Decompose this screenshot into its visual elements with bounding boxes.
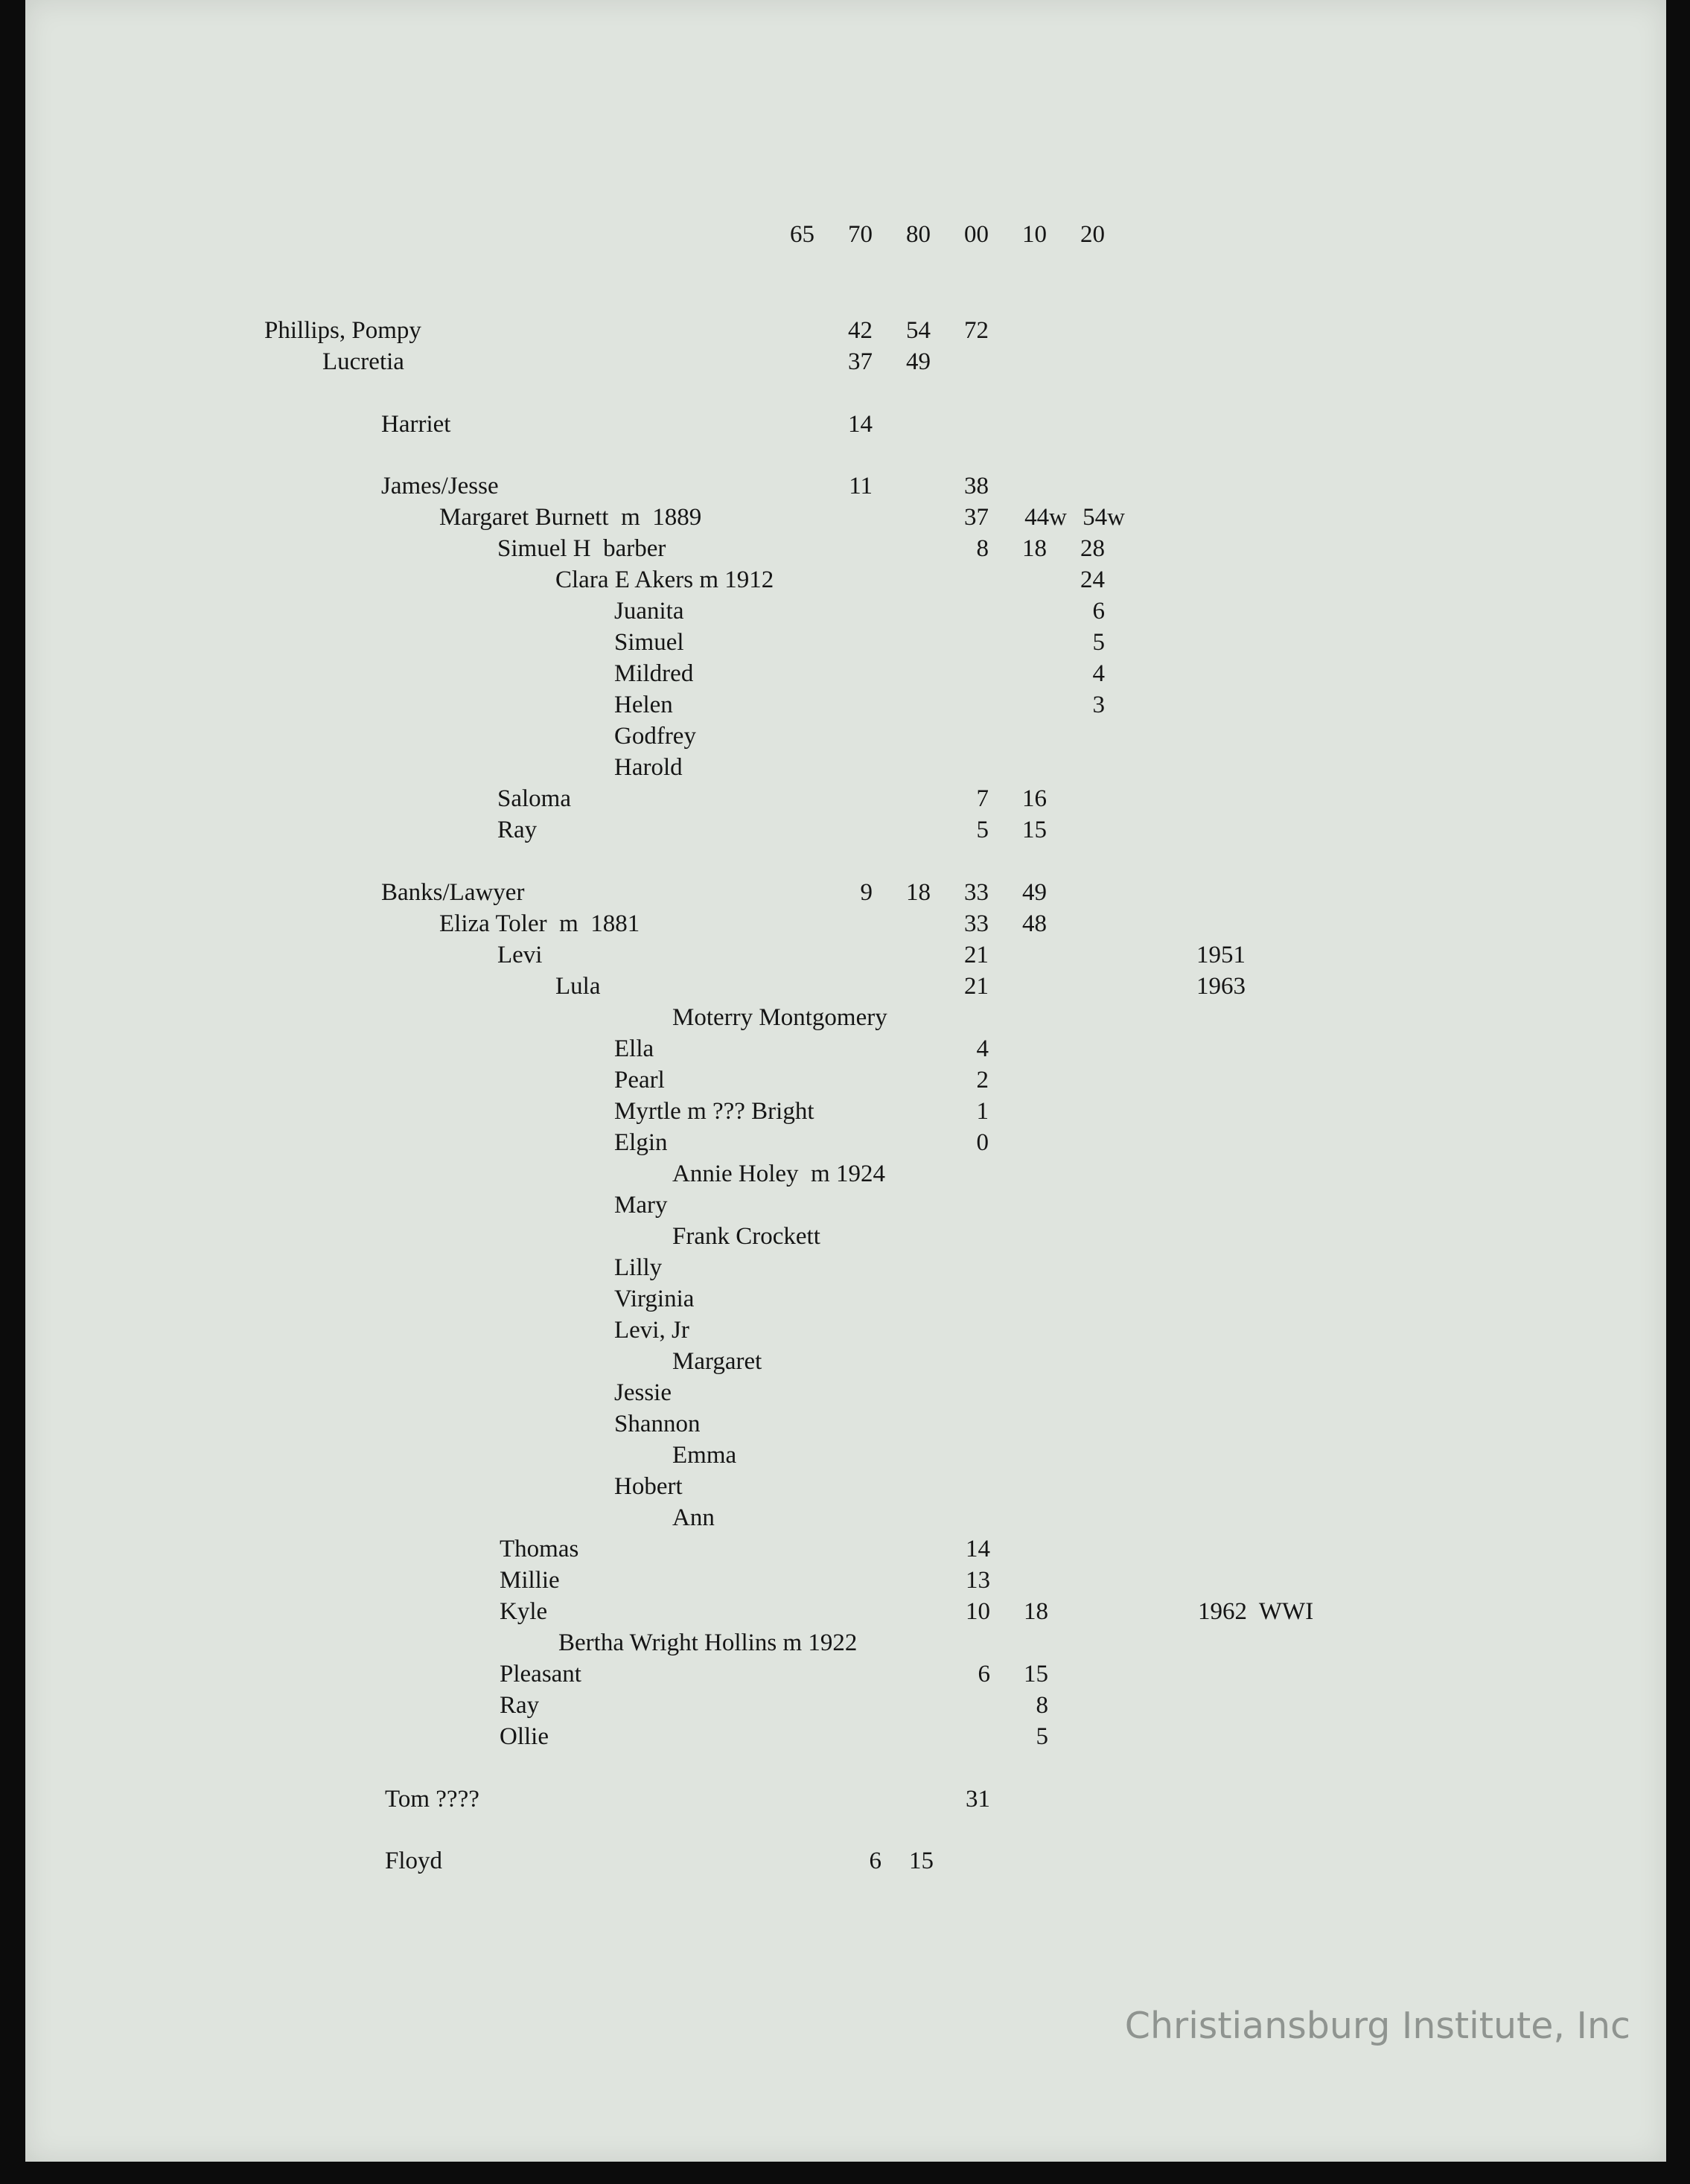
census-age: 15	[909, 1848, 934, 1874]
census-age: 54w	[1082, 504, 1125, 531]
entry-name: Elgin	[614, 1129, 668, 1156]
census-age: 9	[860, 879, 873, 906]
entry-name: Moterry Montgomery	[672, 1004, 887, 1031]
census-age: 44w	[1024, 504, 1067, 531]
header-year-20: 20	[1080, 221, 1105, 248]
census-age: 54	[906, 317, 931, 344]
census-age: 16	[1022, 785, 1047, 812]
census-age: 8	[976, 535, 989, 562]
census-age: 42	[848, 317, 873, 344]
header-year-80: 80	[906, 221, 931, 248]
census-age: 0	[976, 1129, 989, 1156]
entry-name: Simuel	[614, 629, 684, 656]
census-age: 1	[976, 1098, 989, 1125]
entry-name: Harriet	[381, 411, 451, 438]
census-age: 8	[1036, 1692, 1048, 1719]
census-age: 21	[964, 942, 989, 968]
entry-name: Harold	[614, 754, 683, 781]
census-age: 15	[1022, 817, 1047, 843]
entry-name: Annie Holey m 1924	[672, 1160, 885, 1187]
entry-name: Floyd	[385, 1848, 443, 1874]
entry-name: Phillips, Pompy	[264, 317, 421, 344]
watermark: Christiansburg Institute, Inc	[1124, 2005, 1630, 2047]
entry-name: Frank Crockett	[672, 1223, 820, 1250]
census-age: 33	[964, 910, 989, 937]
census-age: 10	[966, 1598, 990, 1625]
entry-name: Levi, Jr	[614, 1317, 689, 1344]
entry-name: Ann	[672, 1504, 715, 1531]
census-age: 49	[906, 348, 931, 375]
entry-name: Ollie	[500, 1723, 549, 1750]
census-age: 15	[1024, 1661, 1048, 1688]
entry-name: Millie	[500, 1567, 560, 1594]
entry-name: Mary	[614, 1192, 668, 1219]
death-year: 1963	[1196, 973, 1246, 1000]
entry-name: Thomas	[500, 1536, 579, 1562]
entry-name: Lula	[555, 973, 601, 1000]
entry-name: Hobert	[614, 1473, 683, 1500]
entry-name: Emma	[672, 1442, 737, 1469]
header-year-10: 10	[1022, 221, 1047, 248]
census-age: 6	[978, 1661, 990, 1688]
entry-name: Margaret	[672, 1348, 762, 1375]
entry-name: Bertha Wright Hollins m 1922	[558, 1629, 858, 1656]
entry-name: Lucretia	[322, 348, 404, 375]
entry-name: James/Jesse	[381, 473, 499, 499]
census-age: 14	[966, 1536, 990, 1562]
entry-name: Tom ????	[385, 1786, 479, 1813]
entry-name: Ray	[497, 817, 538, 843]
census-age: 37	[964, 504, 989, 531]
census-age: 33	[964, 879, 989, 906]
entry-name: Kyle	[500, 1598, 548, 1625]
entry-name: Clara E Akers m 1912	[555, 566, 774, 593]
entry-name: Eliza Toler m 1881	[439, 910, 640, 937]
death-year: 1951	[1196, 942, 1246, 968]
census-age: 4	[1092, 660, 1105, 687]
census-age: 72	[964, 317, 989, 344]
entry-name: Pleasant	[500, 1661, 581, 1688]
census-age: 5	[976, 817, 989, 843]
entry-name: Margaret Burnett m 1889	[439, 504, 702, 531]
census-age: 5	[1036, 1723, 1048, 1750]
entry-name: Shannon	[614, 1411, 701, 1437]
census-age: 37	[848, 348, 873, 375]
census-age: 49	[1022, 879, 1047, 906]
entry-name: Virginia	[614, 1286, 695, 1312]
entry-name: Ella	[614, 1035, 654, 1062]
census-age: 24	[1080, 566, 1105, 593]
entry-name: Saloma	[497, 785, 571, 812]
census-age: 7	[976, 785, 989, 812]
census-age: 18	[906, 879, 931, 906]
census-age: 21	[964, 973, 989, 1000]
census-age: 28	[1080, 535, 1105, 562]
entry-name: Jessie	[614, 1379, 672, 1406]
entry-name: Juanita	[614, 598, 684, 625]
census-age: 11	[849, 473, 873, 499]
entry-name: Pearl	[614, 1067, 665, 1093]
entry-name: Ray	[500, 1692, 540, 1719]
header-year-00: 00	[964, 221, 989, 248]
census-age: 38	[964, 473, 989, 499]
entry-name: Myrtle m ??? Bright	[614, 1098, 814, 1125]
census-age: 48	[1022, 910, 1047, 937]
entry-name: Lilly	[614, 1254, 663, 1281]
header-year-65: 65	[790, 221, 814, 248]
census-age: 18	[1024, 1598, 1048, 1625]
census-age: 31	[966, 1786, 990, 1813]
header-year-70: 70	[848, 221, 873, 248]
entry-name: Simuel H barber	[497, 535, 666, 562]
census-age: 6	[1092, 598, 1105, 625]
census-age: 2	[976, 1067, 989, 1093]
census-age: 13	[966, 1567, 990, 1594]
census-age: 14	[848, 411, 873, 438]
death-year-note: 1962 WWI	[1198, 1598, 1314, 1625]
census-age: 6	[869, 1848, 881, 1874]
census-age: 4	[976, 1035, 989, 1062]
entry-name: Helen	[614, 692, 673, 718]
census-age: 18	[1022, 535, 1047, 562]
entry-name: Mildred	[614, 660, 694, 687]
entry-name: Godfrey	[614, 723, 696, 750]
entry-name: Banks/Lawyer	[381, 879, 525, 906]
entry-name: Levi	[497, 942, 543, 968]
census-age: 5	[1092, 629, 1105, 656]
census-age: 3	[1092, 692, 1105, 718]
